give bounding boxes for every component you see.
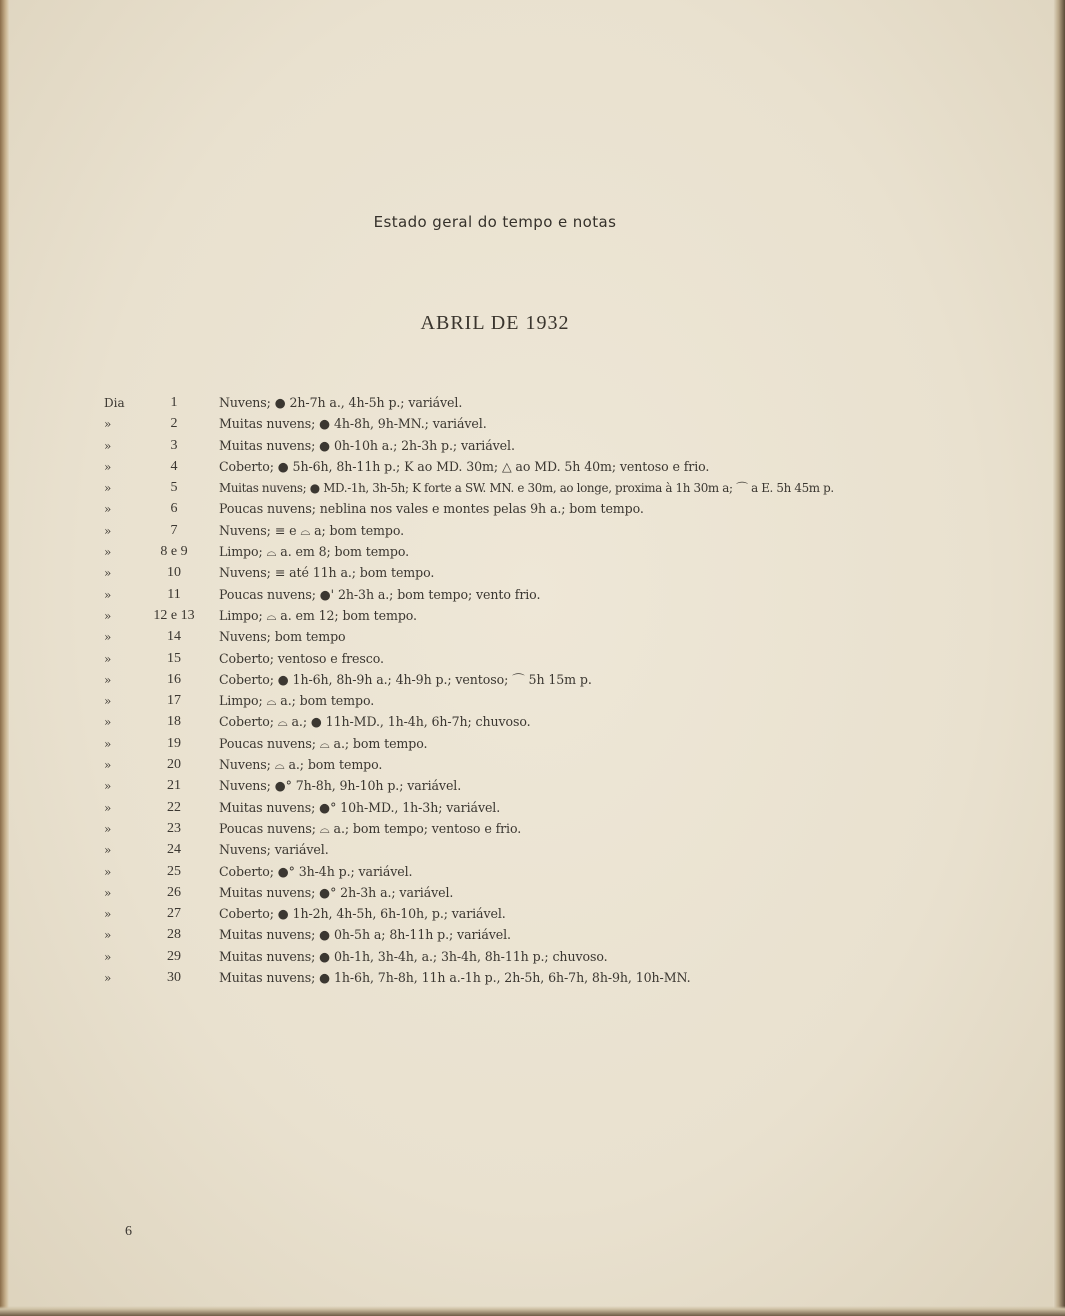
day-row (0, 948, 1050, 969)
day-row-date: 10 (167, 565, 181, 581)
day-row-date: 8 e 9 (160, 544, 188, 560)
day-row-date: 14 (167, 629, 181, 645)
day-row (0, 607, 1050, 628)
day-row (0, 522, 1050, 543)
day-row-weather-note: Muitas nuvens; ●° 10h-MD., 1h-3h; variável. (219, 799, 501, 815)
day-row-weather-note: Coberto; ⌓ a.; ● 11h-MD., 1h-4h, 6h-7h; chuvoso. (219, 714, 531, 730)
day-row-weather-note: Nuvens; bom tempo (219, 629, 346, 645)
day-row-ditto-mark: » (104, 459, 112, 474)
day-row-ditto-mark: Dia (104, 396, 125, 410)
day-row-ditto-mark: » (104, 736, 112, 751)
day-row-weather-note: Poucas nuvens; ●' 2h-3h a.; bom tempo; vento frio. (219, 586, 541, 602)
page-edge-right (1053, 0, 1065, 1316)
day-row-weather-note: Coberto; ●° 3h-4h p.; variável. (219, 863, 413, 879)
day-row-weather-note: Muitas nuvens; ● 0h-1h, 3h-4h, a.; 3h-4h, 8h-11h p.; chuvoso. (219, 948, 608, 964)
day-row-weather-note: Limpo; ⌓ a. em 12; bom tempo. (219, 607, 417, 623)
day-row (0, 671, 1050, 692)
day-row-date: 19 (167, 735, 181, 751)
day-row-date: 21 (167, 778, 181, 794)
page-edge-bottom (0, 1306, 1065, 1316)
day-row-weather-note: Muitas nuvens; ● MD.-1h, 3h-5h; K forte a SW. MN. e 30m, ao longe, proxima à 1h 30m a; ⌒ a E. 5h 45m p. (219, 481, 834, 496)
day-row-date: 1 (170, 395, 178, 410)
day-row-ditto-mark: » (104, 545, 112, 560)
month-title: ABRIL DE 1932 (420, 312, 570, 334)
day-row-weather-note: Nuvens; ●° 7h-8h, 9h-10h p.; variável. (219, 778, 462, 794)
day-row (0, 820, 1050, 841)
day-row-ditto-mark: » (104, 779, 112, 794)
page-number: 6 (125, 1224, 132, 1239)
day-row-date: 29 (167, 948, 181, 964)
day-row-ditto-mark: » (104, 864, 112, 879)
day-row-weather-note: Limpo; ⌓ a. em 8; bom tempo. (219, 544, 410, 560)
day-row-date: 4 (170, 458, 178, 474)
day-row-date: 7 (170, 522, 178, 538)
day-row-date: 22 (167, 799, 181, 815)
day-row (0, 926, 1050, 947)
day-row-ditto-mark: » (104, 438, 112, 453)
day-row-date: 18 (167, 714, 181, 730)
day-row (0, 458, 1050, 479)
day-row-date: 12 e 13 (153, 607, 195, 623)
day-row (0, 586, 1050, 607)
day-row-weather-note: Coberto; ventoso e fresco. (219, 650, 384, 666)
day-row-date: 11 (167, 586, 181, 602)
day-row-ditto-mark: » (104, 843, 112, 858)
day-row-ditto-mark: » (104, 651, 112, 666)
day-row-date: 16 (167, 671, 181, 687)
weather-notes-list (0, 394, 1050, 990)
day-row-ditto-mark: » (104, 672, 112, 687)
day-row (0, 841, 1050, 862)
day-row (0, 628, 1050, 649)
day-row (0, 543, 1050, 564)
day-row-weather-note: Poucas nuvens; ⌓ a.; bom tempo. (219, 735, 428, 751)
day-row-date: 5 (170, 480, 178, 496)
day-row (0, 863, 1050, 884)
day-row-date: 27 (167, 906, 181, 922)
day-row-weather-note: Limpo; ⌓ a.; bom tempo. (219, 693, 375, 709)
day-row (0, 500, 1050, 521)
day-row (0, 415, 1050, 436)
day-row-ditto-mark: » (104, 502, 112, 517)
day-row-weather-note: Coberto; ● 5h-6h, 8h-11h p.; K ao MD. 30m; △ ao MD. 5h 40m; ventoso e frio. (219, 458, 710, 474)
day-row-ditto-mark: » (104, 907, 112, 922)
day-row-date: 28 (167, 927, 181, 943)
day-row (0, 799, 1050, 820)
day-row-date: 23 (167, 820, 181, 836)
day-row-ditto-mark: » (104, 715, 112, 730)
day-row (0, 437, 1050, 458)
section-heading: Estado geral do tempo e notas (373, 213, 617, 231)
day-row-weather-note: Nuvens; ⌓ a.; bom tempo. (219, 757, 383, 773)
day-row (0, 777, 1050, 798)
day-row-weather-note: Muitas nuvens; ● 0h-5h a; 8h-11h p.; variável. (219, 927, 511, 943)
day-row-ditto-mark: » (104, 523, 112, 538)
day-row (0, 394, 1050, 415)
day-row-ditto-mark: » (104, 694, 112, 709)
day-row-weather-note: Muitas nuvens; ● 0h-10h a.; 2h-3h p.; variável. (219, 437, 515, 453)
day-row-weather-note: Nuvens; ≡ e ⌓ a; bom tempo. (219, 522, 405, 538)
day-row (0, 756, 1050, 777)
day-row-weather-note: Nuvens; variável. (219, 842, 329, 858)
day-row-ditto-mark: » (104, 481, 112, 496)
day-row-weather-note: Nuvens; ≡ até 11h a.; bom tempo. (219, 565, 435, 581)
day-row-date: 2 (170, 416, 178, 432)
day-row-ditto-mark: » (104, 587, 112, 602)
day-row-date: 24 (167, 842, 181, 858)
day-row (0, 884, 1050, 905)
day-row-ditto-mark: » (104, 417, 112, 432)
day-row-weather-note: Muitas nuvens; ● 4h-8h, 9h-MN.; variável. (219, 416, 487, 432)
day-row-date: 30 (167, 970, 181, 986)
day-row (0, 650, 1050, 671)
day-row (0, 564, 1050, 585)
day-row-ditto-mark: » (104, 630, 112, 645)
day-row (0, 735, 1050, 756)
day-row-weather-note: Muitas nuvens; ● 1h-6h, 7h-8h, 11h a.-1h p., 2h-5h, 6h-7h, 8h-9h, 10h-MN. (219, 970, 691, 986)
day-row-date: 15 (167, 650, 181, 666)
day-row-weather-note: Muitas nuvens; ●° 2h-3h a.; variável. (219, 884, 454, 900)
day-row-ditto-mark: » (104, 800, 112, 815)
day-row-ditto-mark: » (104, 821, 112, 836)
day-row-ditto-mark: » (104, 566, 112, 581)
day-row-date: 20 (167, 757, 181, 773)
day-row-ditto-mark: » (104, 885, 112, 900)
day-row (0, 479, 1050, 500)
day-row-weather-note: Poucas nuvens; ⌓ a.; bom tempo; ventoso e frio. (219, 820, 522, 836)
day-row (0, 692, 1050, 713)
day-row-date: 25 (167, 863, 181, 879)
day-row-ditto-mark: » (104, 758, 112, 773)
day-row-weather-note: Poucas nuvens; neblina nos vales e montes pelas 9h a.; bom tempo. (219, 501, 644, 517)
day-row-date: 3 (170, 437, 178, 453)
day-row-ditto-mark: » (104, 949, 112, 964)
day-row-ditto-mark: » (104, 608, 112, 623)
day-row-weather-note: Nuvens; ● 2h-7h a., 4h-5h p.; variável. (219, 395, 463, 410)
day-row (0, 969, 1050, 990)
day-row-date: 26 (167, 884, 181, 900)
day-row-weather-note: Coberto; ● 1h-2h, 4h-5h, 6h-10h, p.; variável. (219, 906, 506, 922)
day-row (0, 713, 1050, 734)
day-row-weather-note: Coberto; ● 1h-6h, 8h-9h a.; 4h-9h p.; ventoso; ⌒ 5h 15m p. (219, 671, 592, 687)
day-row-date: 17 (167, 693, 181, 709)
day-row-ditto-mark: » (104, 928, 112, 943)
day-row (0, 905, 1050, 926)
day-row-ditto-mark: » (104, 971, 112, 986)
day-row-date: 6 (170, 501, 178, 517)
